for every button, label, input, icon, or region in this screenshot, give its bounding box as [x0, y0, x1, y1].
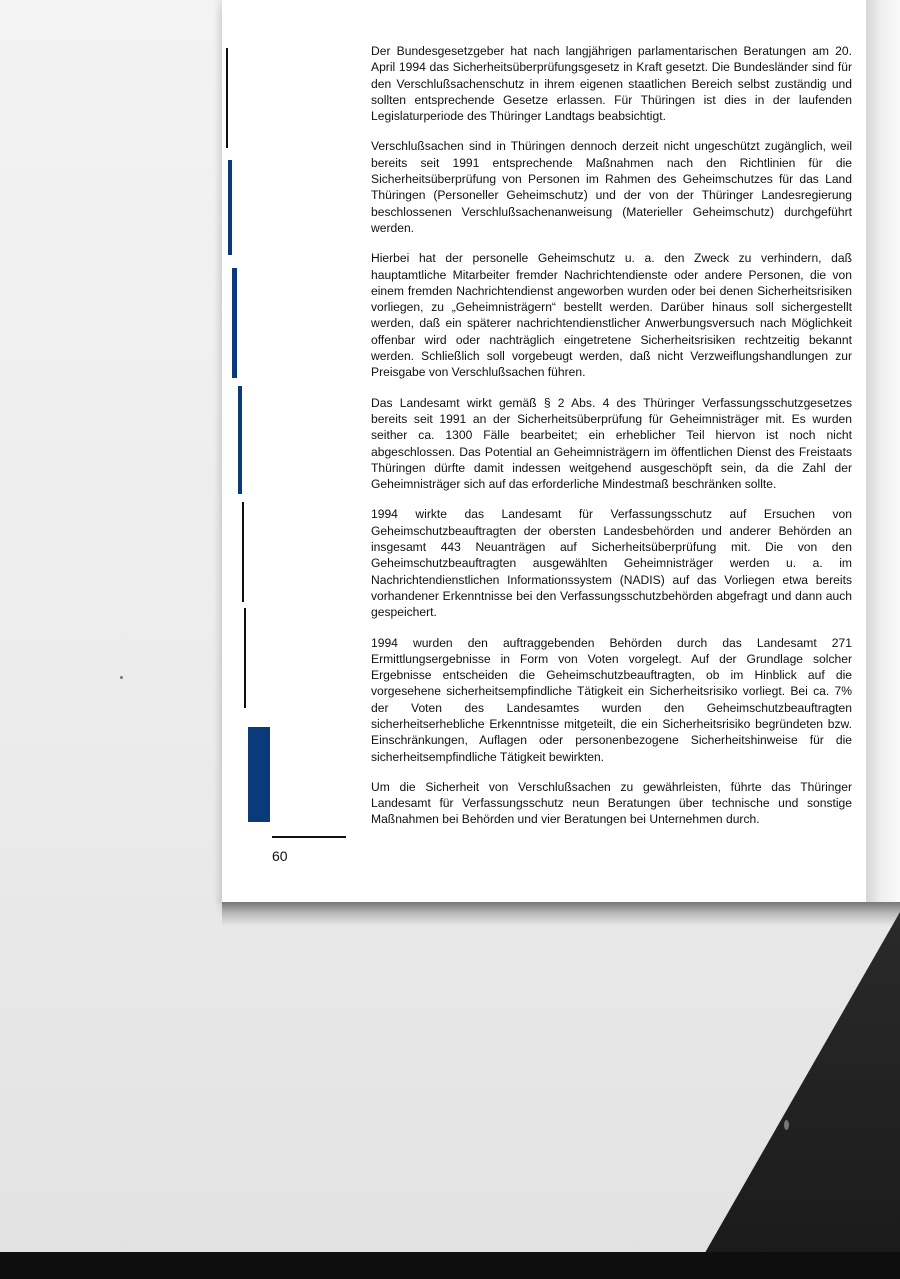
scan-speck: [784, 1120, 789, 1130]
margin-line: [242, 502, 244, 602]
margin-line: [244, 608, 246, 708]
margin-line: [226, 48, 228, 148]
margin-marker: [238, 386, 242, 494]
paragraph: Das Landesamt wirkt gemäß § 2 Abs. 4 des Thüringer Verfassungsschutzgesetzes bereits seit 1991 an der Sicherheitsüberprüfung für Geheimnisträger mit. Es wurden seither ca. 1300 Fälle bearbeitet; ein erheblicher Teil hiervon ist noch nicht abgeschlossen. Das Potential an Geheimnisträgern im öffentlichen Dienst des Freistaats Thüringen dürfte damit indessen weitgehend ausgeschöpft sein, da die Zahl der Geheimnisträger sich auf das erforderliche Mindestmaß beschränken sollte.: [371, 395, 852, 492]
paragraph: Hierbei hat der personelle Geheimschutz u. a. den Zweck zu verhindern, daß hauptamtliche Mitarbeiter fremder Nachrichtendienste oder andere Personen, die von einem fremden Nachrichtendienst angeworben wurden oder bei denen Sicherheitsrisiken vorliegen, zu „Geheimnisträgern“ bestellt werden. Darüber hinaus soll sichergestellt werden, daß ein späterer nachrichtendienstlicher Anwerbungsversuch nach Möglichkeit offenbar wird oder nachträglich eingetretene Sicherheitsrisiken rechtzeitig bekannt werden. Schließlich soll vorgebeugt werden, daß nicht Verzweiflungshandlungen zur Preisgabe von Verschlußsachen führen.: [371, 251, 852, 380]
paragraph: Um die Sicherheit von Verschlußsachen zu gewährleisten, führte das Thüringer Landesamt für Verfassungsschutz neun Beratungen über technische und sonstige Maßnahmen bei Behörden und vier Beratungen bei Unternehmen durch.: [371, 779, 852, 827]
footer-rule: [272, 836, 346, 838]
margin-marker-large: [248, 727, 270, 822]
scan-speck: [120, 676, 123, 679]
paragraph: Der Bundesgesetzgeber hat nach langjährigen parlamentarischen Beratungen am 20. April 1994 das Sicherheitsüberprüfungsgesetz in Kraft gesetzt. Die Bundesländer sind für den Verschlußsachenschutz in ihrem eigenen staatlichen Bereich selbst zuständig und sollten entsprechende Gesetze erlassen. Für Thüringen ist dies in der laufenden Legislaturperiode des Thüringer Landtags beabsichtigt.: [371, 44, 852, 124]
page-number: 60: [272, 848, 288, 864]
margin-marker: [228, 160, 232, 255]
margin-marker: [232, 268, 237, 378]
body-text: [371, 43, 852, 842]
paragraph: Verschlußsachen sind in Thüringen dennoch derzeit nicht ungeschützt zugänglich, weil bereits seit 1991 entsprechende Maßnahmen nach den Richtlinien für die Sicherheitsüberprüfung von Personen im Rahmen des Geheimschutzes für das Land Thüringen (Personeller Geheimschutz) und der von der Thüringer Landesregierung beschlossenen Verschlußsachenanweisung (Materieller Geheimschutz) durchgeführt werden.: [371, 139, 852, 235]
paragraph: 1994 wirkte das Landesamt für Verfassungsschutz auf Ersuchen von Geheimschutzbeauftragten der obersten Landesbehörden und anderer Behörden an insgesamt 443 Neuanträgen auf Sicherheitsüberprüfung mit. Die von den Geheimschutzbeauftragten ausgewählten Geheimnisträger werden u. a. im Nachrichtendienstlichen Informationssystem (NADIS) auf das Vorliegen etwa bereits vorhandener Erkenntnisse bei den Verfassungsschutzbehörden abgefragt und dann auch gespeichert.: [371, 507, 852, 620]
paragraph: 1994 wurden den auftraggebenden Behörden durch das Landesamt 271 Ermittlungsergebnisse in Form von Voten vorgelegt. Auf der Grundlage solcher Ergebnisse entscheiden die Geheimschutzbeauftragten, ob im Hinblick auf die vorgesehene sicherheitsempfindliche Tätigkeit ein Sicherheitsrisiko vorliegt. Bei ca. 7% der Voten des Landesamtes wurden den Geheimschutzbeauftragten sicherheitserhebliche Erkenntnisse mitgeteilt, die ein Sicherheitsrisiko begründeten bzw. Einschränkungen, Auflagen oder personenbezogene Sicherheitshinweise für die sicherheitsempfindliche Tätigkeit bewirkten.: [371, 635, 852, 764]
